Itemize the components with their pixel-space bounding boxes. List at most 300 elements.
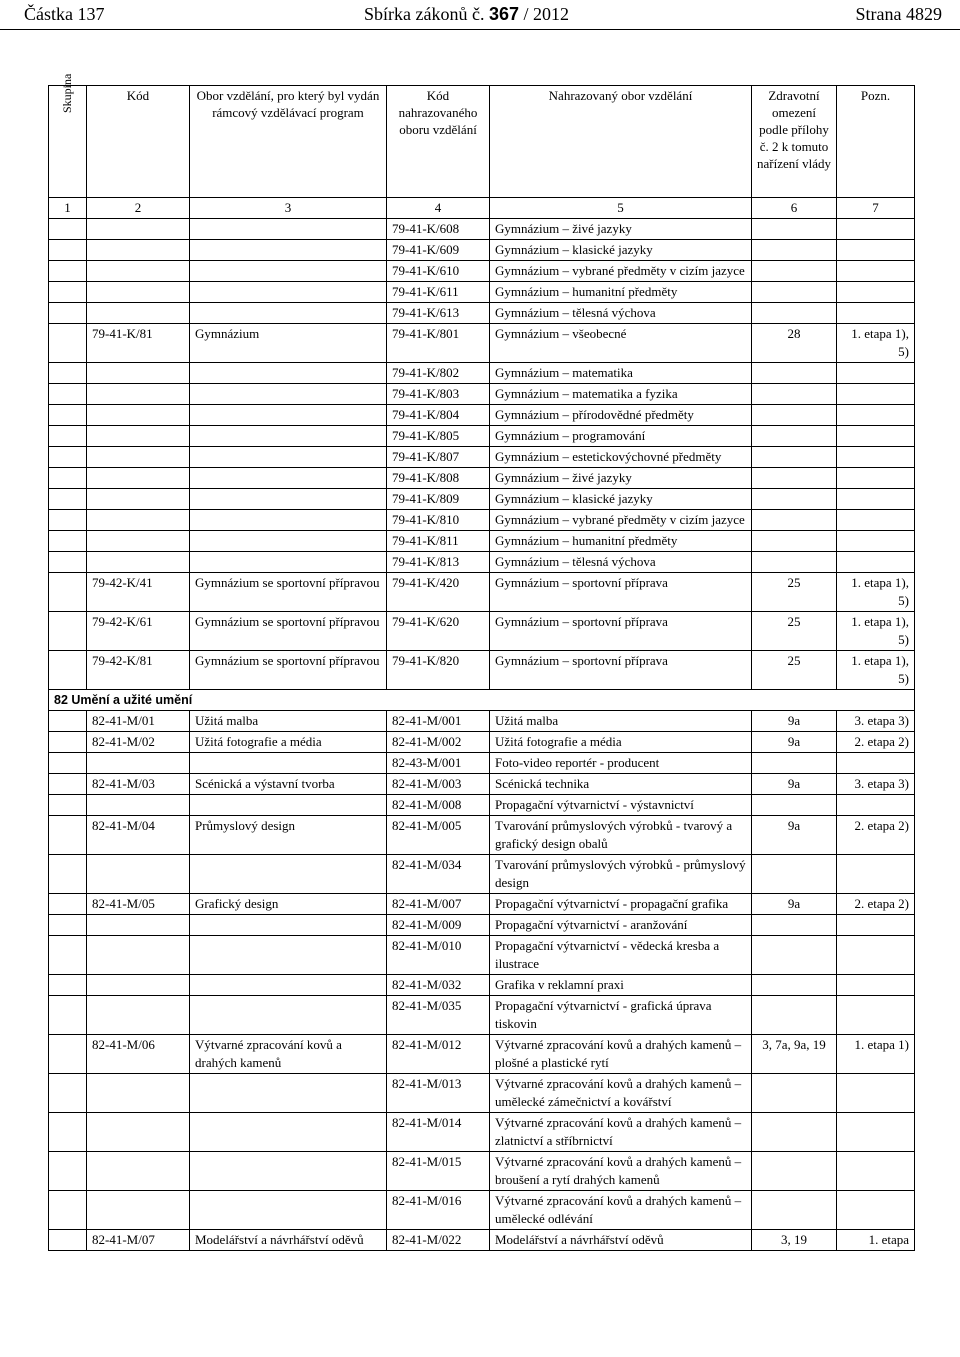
cell-zdravotni-omezeni: 9a [752, 816, 837, 855]
cell-skupina [49, 363, 87, 384]
cell-kod [87, 261, 190, 282]
cell-kod [87, 753, 190, 774]
header-kod: Kód [87, 86, 190, 198]
cell-skupina [49, 261, 87, 282]
cell-kod-nahrazovaneho: 79-41-K/804 [387, 405, 490, 426]
cell-nahrazovany-obor: Gymnázium – tělesná výchova [490, 303, 752, 324]
table-row [49, 261, 915, 282]
cell-pozn [837, 489, 915, 510]
cell-pozn [837, 1191, 915, 1230]
cell-kod: 79-41-K/81 [87, 324, 190, 363]
cell-obor [190, 489, 387, 510]
cell-obor [190, 405, 387, 426]
cell-obor: Výtvarné zpracování kovů a drahých kamenů [190, 1035, 387, 1074]
cell-skupina [49, 324, 87, 363]
table-header-row [49, 86, 915, 198]
header-nahrazovany-obor: Nahrazovaný obor vzdělání [490, 86, 752, 198]
cell-zdravotni-omezeni: 25 [752, 573, 837, 612]
cell-skupina [49, 711, 87, 732]
law-number: 367 [488, 4, 520, 24]
table-row [49, 1074, 915, 1113]
cell-kod-nahrazovaneho: 79-41-K/805 [387, 426, 490, 447]
cell-pozn: 1. etapa 1), 5) [837, 324, 915, 363]
cell-skupina [49, 426, 87, 447]
cell-zdravotni-omezeni [752, 426, 837, 447]
cell-obor [190, 261, 387, 282]
cell-zdravotni-omezeni: 3, 7a, 9a, 19 [752, 1035, 837, 1074]
cell-nahrazovany-obor: Propagační výtvarnictví - grafická úprava tiskovin [490, 996, 752, 1035]
cell-kod: 82-41-M/05 [87, 894, 190, 915]
cell-nahrazovany-obor: Tvarování průmyslových výrobků - průmyslový design [490, 855, 752, 894]
header-zdravotni-omezeni: Zdravotní omezení podle přílohy č. 2 k tomuto nařízení vlády [752, 86, 837, 198]
page-header [18, 4, 942, 28]
cell-pozn [837, 936, 915, 975]
cell-pozn: 1. etapa [837, 1230, 915, 1251]
cell-skupina [49, 531, 87, 552]
cell-zdravotni-omezeni [752, 531, 837, 552]
cell-pozn [837, 915, 915, 936]
table-row [49, 573, 915, 612]
column-number: 5 [490, 198, 752, 219]
cell-kod-nahrazovaneho: 79-41-K/807 [387, 447, 490, 468]
cell-pozn [837, 975, 915, 996]
cell-kod-nahrazovaneho: 82-41-M/002 [387, 732, 490, 753]
table-row [49, 1152, 915, 1191]
cell-pozn: 2. etapa 2) [837, 816, 915, 855]
cell-kod [87, 1074, 190, 1113]
table-row [49, 405, 915, 426]
cell-obor [190, 531, 387, 552]
cell-kod-nahrazovaneho: 79-41-K/613 [387, 303, 490, 324]
cell-kod-nahrazovaneho: 79-41-K/810 [387, 510, 490, 531]
cell-nahrazovany-obor: Gymnázium – estetickovýchovné předměty [490, 447, 752, 468]
cell-skupina [49, 996, 87, 1035]
cell-kod [87, 936, 190, 975]
cell-pozn [837, 405, 915, 426]
cell-kod [87, 468, 190, 489]
cell-nahrazovany-obor: Gymnázium – sportovní příprava [490, 573, 752, 612]
cell-skupina [49, 612, 87, 651]
cell-kod [87, 531, 190, 552]
cell-kod-nahrazovaneho: 79-41-K/620 [387, 612, 490, 651]
cell-nahrazovany-obor: Výtvarné zpracování kovů a drahých kamenů – umělecké odlévání [490, 1191, 752, 1230]
cell-obor: Průmyslový design [190, 816, 387, 855]
cell-skupina [49, 975, 87, 996]
cell-nahrazovany-obor: Gymnázium – humanitní předměty [490, 282, 752, 303]
cell-obor [190, 468, 387, 489]
table-row [49, 468, 915, 489]
cell-zdravotni-omezeni [752, 240, 837, 261]
category-label: 82 Umění a užité umění [49, 690, 915, 711]
cell-obor [190, 363, 387, 384]
cell-kod [87, 1191, 190, 1230]
cell-kod [87, 447, 190, 468]
table-row [49, 363, 915, 384]
column-number-row [49, 198, 915, 219]
cell-skupina [49, 405, 87, 426]
cell-nahrazovany-obor: Gymnázium – živé jazyky [490, 219, 752, 240]
table-row [49, 1035, 915, 1074]
column-number: 6 [752, 198, 837, 219]
cell-obor [190, 936, 387, 975]
table-row [49, 552, 915, 573]
table-row [49, 384, 915, 405]
cell-skupina [49, 384, 87, 405]
table-row [49, 447, 915, 468]
table-row [49, 303, 915, 324]
cell-kod [87, 510, 190, 531]
cell-nahrazovany-obor: Grafika v reklamní praxi [490, 975, 752, 996]
cell-skupina [49, 447, 87, 468]
cell-pozn: 1. etapa 1) [837, 1035, 915, 1074]
cell-kod: 79-42-K/61 [87, 612, 190, 651]
cell-skupina [49, 651, 87, 690]
cell-pozn [837, 261, 915, 282]
register-table [48, 73, 915, 1251]
cell-zdravotni-omezeni: 25 [752, 612, 837, 651]
cell-kod-nahrazovaneho: 82-41-M/016 [387, 1191, 490, 1230]
column-number: 2 [87, 198, 190, 219]
table-row [49, 732, 915, 753]
cell-zdravotni-omezeni [752, 468, 837, 489]
cell-kod-nahrazovaneho: 79-41-K/811 [387, 531, 490, 552]
cell-kod-nahrazovaneho: 82-41-M/013 [387, 1074, 490, 1113]
cell-nahrazovany-obor: Gymnázium – humanitní předměty [490, 531, 752, 552]
table-row [49, 816, 915, 855]
cell-nahrazovany-obor: Užitá malba [490, 711, 752, 732]
cell-kod-nahrazovaneho: 82-41-M/005 [387, 816, 490, 855]
cell-pozn [837, 531, 915, 552]
table-row [49, 996, 915, 1035]
cell-nahrazovany-obor: Gymnázium – vybrané předměty v cizím jazyce [490, 261, 752, 282]
cell-obor [190, 795, 387, 816]
cell-skupina [49, 282, 87, 303]
cell-skupina [49, 240, 87, 261]
cell-nahrazovany-obor: Propagační výtvarnictví - vědecká kresba a ilustrace [490, 936, 752, 975]
cell-obor: Gymnázium [190, 324, 387, 363]
cell-pozn [837, 855, 915, 894]
cell-nahrazovany-obor: Užitá fotografie a média [490, 732, 752, 753]
cell-kod-nahrazovaneho: 79-41-K/611 [387, 282, 490, 303]
cell-kod-nahrazovaneho: 82-43-M/001 [387, 753, 490, 774]
cell-kod: 79-42-K/41 [87, 573, 190, 612]
table-row [49, 1230, 915, 1251]
cell-kod [87, 996, 190, 1035]
cell-zdravotni-omezeni [752, 996, 837, 1035]
cell-nahrazovany-obor: Propagační výtvarnictví - propagační grafika [490, 894, 752, 915]
cell-kod-nahrazovaneho: 79-41-K/809 [387, 489, 490, 510]
cell-pozn [837, 1074, 915, 1113]
cell-pozn [837, 384, 915, 405]
cell-obor [190, 975, 387, 996]
cell-kod [87, 240, 190, 261]
cell-obor [190, 996, 387, 1035]
cell-kod-nahrazovaneho: 79-41-K/803 [387, 384, 490, 405]
cell-skupina [49, 1035, 87, 1074]
cell-zdravotni-omezeni [752, 363, 837, 384]
cell-kod-nahrazovaneho: 79-41-K/609 [387, 240, 490, 261]
table-row [49, 489, 915, 510]
cell-nahrazovany-obor: Gymnázium – matematika a fyzika [490, 384, 752, 405]
cell-kod-nahrazovaneho: 82-41-M/003 [387, 774, 490, 795]
cell-skupina [49, 468, 87, 489]
cell-nahrazovany-obor: Propagační výtvarnictví - výstavnictví [490, 795, 752, 816]
column-number: 1 [49, 198, 87, 219]
table-row [49, 855, 915, 894]
cell-pozn: 1. etapa 1), 5) [837, 651, 915, 690]
table-row [49, 240, 915, 261]
cell-pozn [837, 219, 915, 240]
table-row [49, 915, 915, 936]
cell-zdravotni-omezeni [752, 1152, 837, 1191]
cell-skupina [49, 303, 87, 324]
cell-kod-nahrazovaneho: 79-41-K/420 [387, 573, 490, 612]
cell-nahrazovany-obor: Gymnázium – živé jazyky [490, 468, 752, 489]
table-row [49, 219, 915, 240]
cell-pozn: 1. etapa 1), 5) [837, 573, 915, 612]
cell-kod [87, 363, 190, 384]
cell-nahrazovany-obor: Gymnázium – programování [490, 426, 752, 447]
cell-kod-nahrazovaneho: 82-41-M/014 [387, 1113, 490, 1152]
table-row [49, 894, 915, 915]
cell-nahrazovany-obor: Výtvarné zpracování kovů a drahých kamenů – plošné a plastické rytí [490, 1035, 752, 1074]
cell-obor [190, 855, 387, 894]
cell-skupina [49, 795, 87, 816]
cell-pozn [837, 552, 915, 573]
cell-kod-nahrazovaneho: 79-41-K/610 [387, 261, 490, 282]
page-number: Strana 4829 [855, 4, 942, 24]
cell-kod [87, 426, 190, 447]
cell-obor: Gymnázium se sportovní přípravou [190, 612, 387, 651]
cell-zdravotni-omezeni [752, 915, 837, 936]
cell-kod-nahrazovaneho: 79-41-K/808 [387, 468, 490, 489]
table-row [49, 753, 915, 774]
cell-pozn [837, 510, 915, 531]
cell-skupina [49, 915, 87, 936]
header-obor: Obor vzdělání, pro který byl vydán rámcový vzdělávací program [190, 86, 387, 198]
cell-skupina [49, 489, 87, 510]
cell-kod: 82-41-M/07 [87, 1230, 190, 1251]
cell-zdravotni-omezeni [752, 303, 837, 324]
cell-kod-nahrazovaneho: 79-41-K/820 [387, 651, 490, 690]
cell-obor [190, 1113, 387, 1152]
cell-zdravotni-omezeni [752, 552, 837, 573]
table-row [49, 1113, 915, 1152]
cell-pozn [837, 1152, 915, 1191]
cell-skupina [49, 552, 87, 573]
cell-obor: Modelářství a návrhářství oděvů [190, 1230, 387, 1251]
table-row [49, 612, 915, 651]
cell-obor: Užitá fotografie a média [190, 732, 387, 753]
cell-kod-nahrazovaneho: 82-41-M/022 [387, 1230, 490, 1251]
cell-obor [190, 282, 387, 303]
cell-pozn [837, 447, 915, 468]
column-number: 7 [837, 198, 915, 219]
cell-kod: 82-41-M/03 [87, 774, 190, 795]
cell-zdravotni-omezeni [752, 1113, 837, 1152]
header-rule [0, 29, 960, 30]
cell-skupina [49, 855, 87, 894]
cell-kod: 82-41-M/04 [87, 816, 190, 855]
cell-nahrazovany-obor: Tvarování průmyslových výrobků - tvarový a grafický design obalů [490, 816, 752, 855]
cell-kod-nahrazovaneho: 79-41-K/802 [387, 363, 490, 384]
cell-nahrazovany-obor: Gymnázium – vybrané předměty v cizím jazyce [490, 510, 752, 531]
cell-nahrazovany-obor: Gymnázium – klasické jazyky [490, 489, 752, 510]
table-row [49, 774, 915, 795]
cell-nahrazovany-obor: Gymnázium – přírodovědné předměty [490, 405, 752, 426]
cell-skupina [49, 936, 87, 975]
cell-kod: 82-41-M/06 [87, 1035, 190, 1074]
cell-pozn: 1. etapa 1), 5) [837, 612, 915, 651]
cell-skupina [49, 1113, 87, 1152]
cell-zdravotni-omezeni [752, 936, 837, 975]
cell-zdravotni-omezeni [752, 1074, 837, 1113]
cell-obor [190, 303, 387, 324]
cell-zdravotni-omezeni [752, 795, 837, 816]
cell-nahrazovany-obor: Gymnázium – klasické jazyky [490, 240, 752, 261]
column-number: 3 [190, 198, 387, 219]
cell-zdravotni-omezeni [752, 1191, 837, 1230]
cell-zdravotni-omezeni: 9a [752, 732, 837, 753]
cell-nahrazovany-obor: Výtvarné zpracování kovů a drahých kamenů – umělecké zámečnictví a kovářství [490, 1074, 752, 1113]
table-row [49, 282, 915, 303]
cell-zdravotni-omezeni [752, 219, 837, 240]
cell-zdravotni-omezeni: 9a [752, 774, 837, 795]
cell-obor: Grafický design [190, 894, 387, 915]
cell-kod [87, 303, 190, 324]
table-row [49, 531, 915, 552]
cell-nahrazovany-obor: Gymnázium – tělesná výchova [490, 552, 752, 573]
cell-kod-nahrazovaneho: 79-41-K/813 [387, 552, 490, 573]
cell-skupina [49, 732, 87, 753]
cell-zdravotni-omezeni: 9a [752, 711, 837, 732]
cell-kod [87, 795, 190, 816]
table-row [49, 324, 915, 363]
cell-pozn: 2. etapa 2) [837, 732, 915, 753]
cell-skupina [49, 1191, 87, 1230]
cell-kod-nahrazovaneho: 82-41-M/007 [387, 894, 490, 915]
cell-pozn [837, 753, 915, 774]
cell-nahrazovany-obor: Gymnázium – sportovní příprava [490, 651, 752, 690]
table-row [49, 936, 915, 975]
cell-kod [87, 975, 190, 996]
cell-skupina [49, 1230, 87, 1251]
cell-obor [190, 915, 387, 936]
cell-zdravotni-omezeni: 3, 19 [752, 1230, 837, 1251]
cell-kod [87, 384, 190, 405]
cell-kod-nahrazovaneho: 79-41-K/608 [387, 219, 490, 240]
cell-zdravotni-omezeni: 9a [752, 894, 837, 915]
issue-number: Částka 137 [24, 4, 105, 24]
cell-kod: 82-41-M/01 [87, 711, 190, 732]
cell-kod-nahrazovaneho: 82-41-M/001 [387, 711, 490, 732]
cell-nahrazovany-obor: Scénická technika [490, 774, 752, 795]
cell-kod [87, 855, 190, 894]
cell-kod [87, 1113, 190, 1152]
table-row [49, 795, 915, 816]
cell-kod-nahrazovaneho: 82-41-M/010 [387, 936, 490, 975]
cell-nahrazovany-obor: Foto-video reportér - producent [490, 753, 752, 774]
cell-skupina [49, 219, 87, 240]
table-row [49, 711, 915, 732]
cell-kod-nahrazovaneho: 82-41-M/032 [387, 975, 490, 996]
cell-pozn: 3. etapa 3) [837, 711, 915, 732]
cell-pozn: 3. etapa 3) [837, 774, 915, 795]
cell-kod [87, 489, 190, 510]
cell-pozn [837, 240, 915, 261]
cell-pozn: 2. etapa 2) [837, 894, 915, 915]
cell-pozn [837, 426, 915, 447]
collection-prefix: Sbírka zákonů č. [364, 4, 485, 24]
cell-kod-nahrazovaneho: 82-41-M/035 [387, 996, 490, 1035]
cell-zdravotni-omezeni [752, 975, 837, 996]
cell-skupina [49, 1074, 87, 1113]
cell-kod-nahrazovaneho: 82-41-M/015 [387, 1152, 490, 1191]
cell-kod [87, 219, 190, 240]
cell-kod-nahrazovaneho: 82-41-M/012 [387, 1035, 490, 1074]
cell-zdravotni-omezeni [752, 753, 837, 774]
cell-obor: Gymnázium se sportovní přípravou [190, 573, 387, 612]
cell-pozn [837, 795, 915, 816]
cell-nahrazovany-obor: Gymnázium – všeobecné [490, 324, 752, 363]
cell-kod: 79-42-K/81 [87, 651, 190, 690]
cell-skupina [49, 510, 87, 531]
cell-obor [190, 753, 387, 774]
table-row [49, 975, 915, 996]
cell-pozn [837, 303, 915, 324]
header-skupina [49, 73, 87, 198]
cell-nahrazovany-obor: Gymnázium – matematika [490, 363, 752, 384]
cell-kod [87, 282, 190, 303]
cell-nahrazovany-obor: Propagační výtvarnictví - aranžování [490, 915, 752, 936]
table-row [49, 651, 915, 690]
cell-pozn [837, 363, 915, 384]
cell-skupina [49, 573, 87, 612]
cell-pozn [837, 282, 915, 303]
cell-nahrazovany-obor: Výtvarné zpracování kovů a drahých kamenů – broušení a rytí drahých kamenů [490, 1152, 752, 1191]
cell-kod-nahrazovaneho: 79-41-K/801 [387, 324, 490, 363]
cell-nahrazovany-obor: Gymnázium – sportovní příprava [490, 612, 752, 651]
cell-kod-nahrazovaneho: 82-41-M/009 [387, 915, 490, 936]
cell-obor [190, 426, 387, 447]
cell-kod [87, 915, 190, 936]
category-row [49, 690, 915, 711]
cell-zdravotni-omezeni [752, 282, 837, 303]
cell-obor [190, 1074, 387, 1113]
cell-obor: Scénická a výstavní tvorba [190, 774, 387, 795]
cell-zdravotni-omezeni: 25 [752, 651, 837, 690]
table-row [49, 426, 915, 447]
cell-skupina [49, 816, 87, 855]
cell-skupina [49, 774, 87, 795]
cell-zdravotni-omezeni [752, 384, 837, 405]
collection-year: / 2012 [523, 4, 570, 24]
collection-title [364, 4, 569, 25]
cell-obor [190, 552, 387, 573]
cell-obor: Gymnázium se sportovní přípravou [190, 651, 387, 690]
cell-zdravotni-omezeni: 28 [752, 324, 837, 363]
cell-nahrazovany-obor: Modelářství a návrhářství oděvů [490, 1230, 752, 1251]
column-number: 4 [387, 198, 490, 219]
cell-skupina [49, 1152, 87, 1191]
cell-zdravotni-omezeni [752, 855, 837, 894]
cell-zdravotni-omezeni [752, 405, 837, 426]
table-row [49, 510, 915, 531]
header-skupina-label: Skupina [60, 73, 74, 113]
cell-obor [190, 510, 387, 531]
cell-kod [87, 405, 190, 426]
cell-kod [87, 552, 190, 573]
